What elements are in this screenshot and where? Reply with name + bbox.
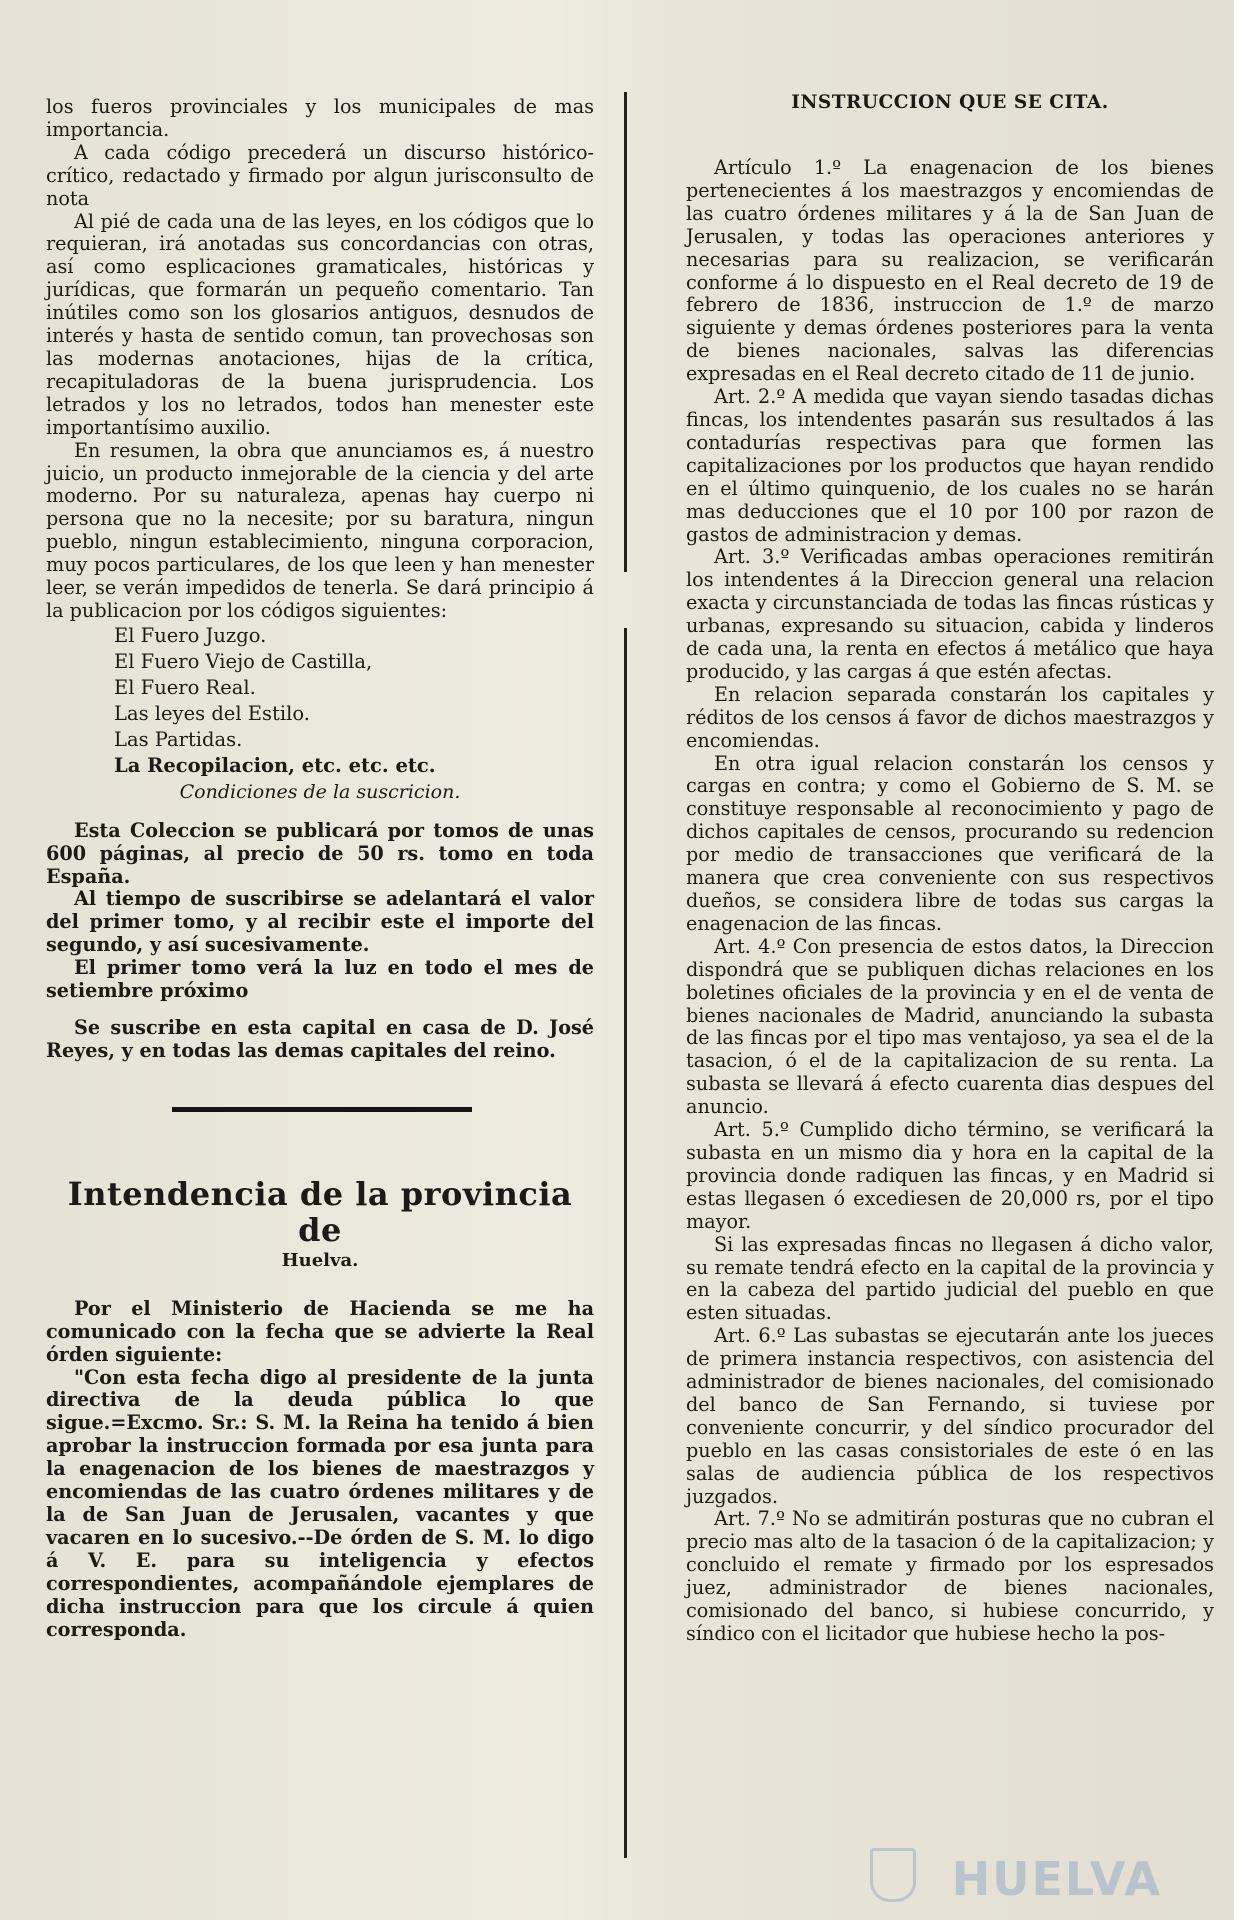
intendencia-title: Intendencia de la provincia de [67, 1174, 573, 1249]
column-rule [624, 628, 627, 1858]
paragraph: En resumen, la obra que anunciamos es, á nuestro juicio, un producto inmejorable de la ciencia y del arte moderno. Por su naturaleza, apenas hay cuerpo ni persona que no la necesite; por su baratura, ningun pueblo, ningun establecimiento, ninguna corporacion, muy pocos particulares, de los que leen y han menester leer, se verán impedidos de tenerla. Se dará principio á la publicacion por los códigos siguientes: [46, 438, 594, 622]
article: Art. 4.º Con presencia de estos datos, la Direccion dispondrá que se publiquen dichas relaciones en los boletines oficiales de la provincia y en el de venta de bienes nacionales de Madrid, anunciando la subasta de las fincas por el tipo mas ventajoso, ya sea el de la tasacion, ó el de la capitalizacion de su renta. La subasta se llevará á efecto cuarenta dias despues del anuncio. [686, 934, 1214, 1119]
paragraph: Esta Coleccion se publicará por tomos de unas 600 páginas, al precio de 50 rs. tomo en toda España. [46, 818, 594, 888]
list-item: Las leyes del Estilo. [114, 701, 310, 725]
intendencia-place: Huelva. [281, 1249, 359, 1271]
column-rule [624, 92, 627, 572]
list-item: Las Partidas. [114, 727, 243, 751]
list-item: El Fuero Real. [114, 675, 256, 699]
instruction-heading: INSTRUCCION QUE SE CITA. [791, 92, 1109, 113]
paragraph: En relacion separada constarán los capitales y réditos de los censos á favor de dichos maestrazgos y encomiendas. [686, 682, 1214, 752]
codes-list [46, 623, 594, 779]
paragraph: Al pié de cada una de las leyes, en los códigos que lo requieran, irá anotadas sus concordancias con otras, así como esplicaciones gramaticales, históricas y jurídicas, que formarán un pequeño comentario. Tan inútiles como son los glosarios antiguos, desnudos de interés y hasta de sentido comun, tan provechosas son las modernas anotaciones, hijas de la crítica, recapituladoras de la buena jurisprudencia. Los letrados y los no letrados, todos han menester este importantísimo auxilio. [46, 209, 594, 439]
section-divider [172, 1107, 472, 1112]
subscribe-note: Se suscribe en esta capital en casa de D. José Reyes, y en todas las demas capitales del reino. [46, 1016, 594, 1062]
conditions-title: Condiciones de la suscricion. [179, 780, 461, 803]
watermark: HUELVA [951, 1852, 1162, 1906]
article: Art. 3.º Verificadas ambas operaciones remitirán los intendentes á la Direccion general una relacion exacta y circunstanciada de todas las fincas rústicas y urbanas, expresando su situacion, cabida y linderos de cada una, la renta en efectos á metálico que haya producido, y las cargas á que estén afectas. [686, 545, 1214, 683]
paragraph: El primer tomo verá la luz en todo el mes de setiembre próximo [46, 956, 594, 1003]
right-column [686, 0, 1214, 1920]
paragraph: Si las expresadas fincas no llegasen á dicho valor, su remate tendrá efecto en la capital de la provincia y en la cabeza del partido judicial del pueblo en que esten situadas. [686, 1232, 1214, 1325]
left-column [46, 0, 594, 1920]
list-item: La Recopilacion, etc. etc. etc. [114, 753, 436, 777]
article: Artículo 1.º La enagenacion de los bienes pertenecientes á los maestrazgos y encomiendas de las cuatro órdenes militares y á la de San Juan de Jerusalen, y todas las operaciones anteriores y necesarias para su realizacion, se verificarán conforme á lo dispuesto en el Real decreto de 19 de febrero de 1836, instruccion de 1.º de marzo siguiente y demas órdenes posteriores para la venta de bienes nacionales, salvas las diferencias expresadas en el Real decreto citado de 11 de junio. [686, 156, 1214, 386]
paragraph: "Con esta fecha digo al presidente de la junta directiva de la deuda pública lo que sigue.=Excmo. Sr.: S. M. la Reina ha tenido á bien aprobar la instruccion formada por esa junta para la enagenacion de los bienes de maestrazgos y encomiendas de las cuatro órdenes militares y de la de San Juan de Jerusalen, vacantes y que vacaren en lo sucesivo.--De órden de S. M. lo digo á V. E. para su inteligencia y efectos correspondientes, acompañándole ejemplares de dicha instruccion para que los circule á quien corresponda. [46, 1365, 594, 1641]
paragraph: En otra igual relacion constarán los censos y cargas en contra; y como el Gobierno de S. M. se constituye responsable al reconocimiento y pago de dichos capitales de censos, procurando su redencion por medio de transacciones que verificará de la manera que crea conveniente con sus respectivos dueños, se considera libre de todas sus cargas la enagenacion de las fincas. [686, 751, 1214, 935]
paragraph: los fueros provinciales y los municipales de mas importancia. [46, 95, 594, 141]
article: Art. 5.º Cumplido dicho término, se verificará la subasta en un mismo dia y hora en la capital de la provincia donde radiquen las fincas, y en Madrid si estas llegasen ó excediesen de 20,000 rs, por el tipo mayor. [686, 1118, 1214, 1233]
paragraph: Al tiempo de suscribirse se adelantará el valor del primer tomo, y al recibir este el importe del segundo, y así sucesivamente. [46, 887, 594, 957]
article: Art. 2.º A medida que vayan siendo tasadas dichas fincas, los intendentes pasarán sus resultados á las contadurías respectivas para que formen las capitalizaciones por los productos que hayan rendido en el último quinquenio, de los cuales no se harán mas deducciones que el 10 por 100 por razon de gastos de administracion y demas. [686, 385, 1214, 546]
paragraph: Por el Ministerio de Hacienda se me ha comunicado con la fecha que se advierte la Real órden siguiente: [46, 1296, 594, 1366]
article: Art. 6.º Las subastas se ejecutarán ante los jueces de primera instancia respectivos, con asistencia del administrador de bienes nacionales, del comisionado del banco de San Fernando, si tuviese por conveniente concurrir, y del síndico procurador del pueblo en las casas consistoriales de este ó en las salas de audiencia pública de los respectivos juzgados. [686, 1324, 1214, 1508]
article: Art. 7.º No se admitirán posturas que no cubran el precio mas alto de la tasacion ó de la capitalizacion; y concluido el remate y firmado por los espresados juez, administrador de bienes nacionales, comisionado del banco, si hubiese concurrido, y síndico con el licitador que hubiese hecho la pos- [686, 1507, 1214, 1645]
paragraph: A cada código precederá un discurso histórico-crítico, redactado y firmado por algun jurisconsulto de nota [46, 140, 594, 210]
watermark-shield-icon [870, 1848, 916, 1902]
list-item: El Fuero Viejo de Castilla, [114, 649, 373, 673]
list-item: El Fuero Juzgo. [114, 623, 267, 647]
